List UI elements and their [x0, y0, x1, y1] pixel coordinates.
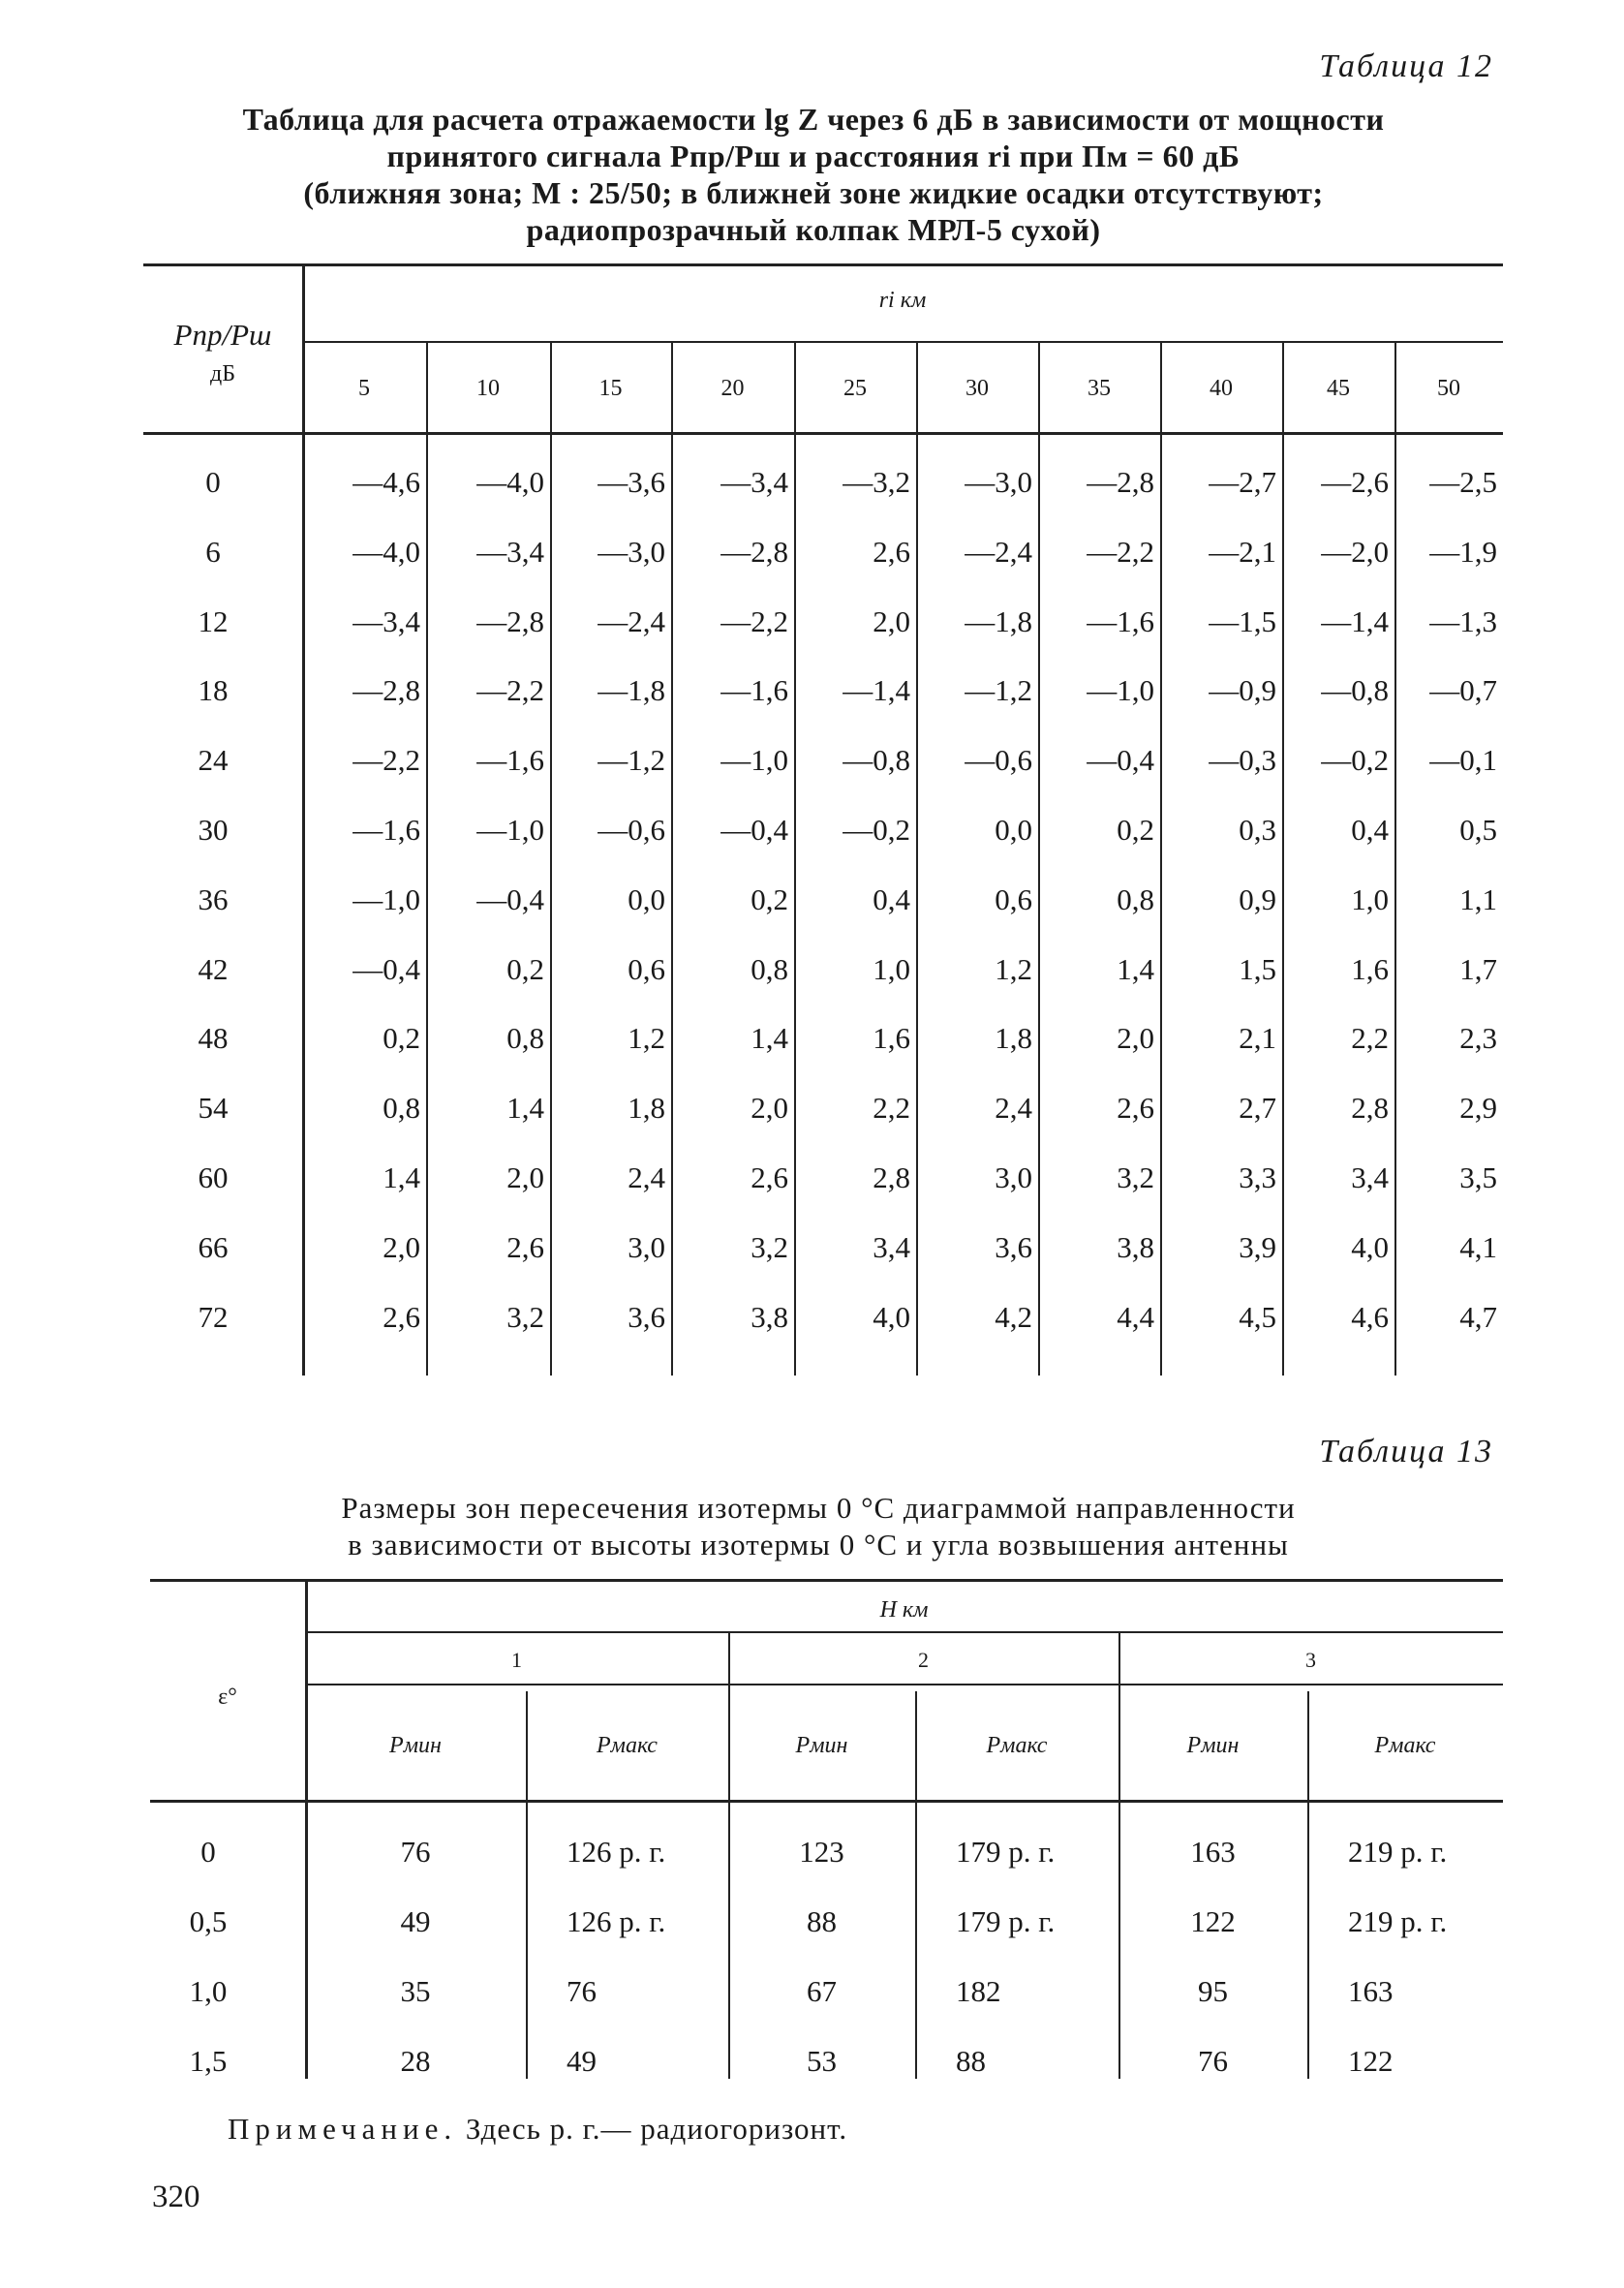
table12-title-line2: принятого сигнала Pпр/Pш и расстояния ri при Пм = 60 дБ — [386, 139, 1241, 173]
table12-cell: —2,2 — [720, 604, 788, 638]
table13-sub-header: Pмакс — [597, 1733, 658, 1758]
table12-cell: —1,6 — [476, 743, 544, 777]
table12-cell: 4,5 — [1239, 1300, 1276, 1334]
table13-height-value: 1 — [511, 1648, 522, 1672]
table12-cell: 4,6 — [1351, 1300, 1389, 1334]
table12-cell: 0,4 — [1351, 813, 1389, 847]
table13-cell: 88 — [807, 1904, 837, 1938]
table13-header-rule — [150, 1800, 1503, 1803]
table12-cell: —1,6 — [352, 813, 420, 847]
table12-cell: —2,2 — [1087, 535, 1154, 569]
table12-cell: 2,6 — [873, 535, 910, 569]
table12-cell: —0,6 — [598, 813, 665, 847]
table12-cell: —1,4 — [843, 673, 910, 707]
table12-cell: —4,0 — [352, 535, 420, 569]
table12-cell: 0,6 — [995, 882, 1032, 916]
table12-row-label: 54 — [198, 1091, 229, 1125]
table13-sub-header: Pмин — [795, 1733, 848, 1758]
table13-cell: 28 — [400, 2044, 431, 2078]
table13-label: Таблица 13 — [1319, 1434, 1493, 1469]
table12-row-label: 60 — [198, 1160, 229, 1194]
table12-cell: 3,8 — [751, 1300, 788, 1334]
table12-cell: 3,4 — [1351, 1160, 1389, 1194]
table12-cell: —2,2 — [476, 673, 544, 707]
table13-row-label: 0 — [200, 1835, 216, 1869]
table12-cell: 0,0 — [628, 882, 665, 916]
table12-cell: 2,0 — [751, 1091, 788, 1125]
table12-cell: 0,8 — [506, 1021, 544, 1055]
table13-cell: 76 — [400, 1835, 431, 1869]
table12-cell: 0,5 — [1459, 813, 1497, 847]
table12-row-label: 30 — [198, 813, 229, 847]
table12-cell: —1,6 — [1087, 604, 1154, 638]
table13-cell: 126 р. г. — [567, 1835, 666, 1869]
table12-row-label: 66 — [198, 1230, 229, 1264]
note-text: Здесь р. г.— радиогоризонт. — [465, 2112, 848, 2146]
table12-cell: —1,0 — [352, 882, 420, 916]
table12-cell: 4,0 — [873, 1300, 910, 1334]
table12-cell: 1,4 — [751, 1021, 788, 1055]
table12-col-header: 15 — [598, 376, 623, 401]
table12-cell: 1,1 — [1459, 882, 1497, 916]
table12-top-rule — [143, 263, 1503, 266]
table12-cell: 0,8 — [1117, 882, 1154, 916]
table12-row-header-unit: дБ — [210, 361, 235, 386]
table12-cell: —2,4 — [965, 535, 1032, 569]
table12-cell: —3,4 — [720, 465, 788, 499]
table12-col-header: 30 — [965, 376, 989, 401]
table13-cell: 122 — [1348, 2044, 1394, 2078]
table12-cell: —3,4 — [352, 604, 420, 638]
table12-title-line3: (ближняя зона; M : 25/50; в ближней зоне жидкие осадки отсутствуют; — [303, 175, 1324, 210]
table13-sub-header: Pмин — [1186, 1733, 1240, 1758]
table12-cell: 1,6 — [873, 1021, 910, 1055]
table12-cell: 4,4 — [1117, 1300, 1154, 1334]
table12-cell: 1,6 — [1351, 952, 1389, 986]
table12-cell: 0,2 — [1117, 813, 1154, 847]
table12-cell: —2,4 — [598, 604, 665, 638]
table13-cell: 95 — [1198, 1974, 1228, 2008]
table12-cell: —2,6 — [1321, 465, 1389, 499]
table12-cell: —1,0 — [720, 743, 788, 777]
table13-cell: 67 — [807, 1974, 837, 2008]
table13-cell: 53 — [807, 2044, 837, 2078]
table12-col-header: 40 — [1210, 376, 1233, 401]
table12-cell: —2,1 — [1209, 535, 1276, 569]
table12-cell: 0,6 — [628, 952, 665, 986]
table12-cell: 3,6 — [995, 1230, 1032, 1264]
table12-cell: —2,8 — [352, 673, 420, 707]
table13-cell: 163 — [1190, 1835, 1236, 1869]
table12-cell: 2,0 — [383, 1230, 420, 1264]
table13-cell: 122 — [1190, 1904, 1236, 1938]
table12-row-label: 24 — [198, 743, 229, 777]
table12-cell: —0,1 — [1429, 743, 1497, 777]
table13-cell: 49 — [400, 1904, 431, 1938]
table12-cell: 2,8 — [1351, 1091, 1389, 1125]
table12-cell: —2,2 — [352, 743, 420, 777]
table13-subheader-rule — [305, 1684, 1503, 1685]
table12-cell: 1,4 — [383, 1160, 420, 1194]
table12-cell: 2,2 — [873, 1091, 910, 1125]
table12-row-header — [143, 318, 302, 353]
table12-cell: —1,8 — [965, 604, 1032, 638]
table13-row-label: 1,5 — [189, 2044, 228, 2078]
table12-cell: 1,4 — [506, 1091, 544, 1125]
table13-cell: 179 р. г. — [956, 1835, 1056, 1869]
table12-cell: —3,4 — [476, 535, 544, 569]
table13-row-header: ε° — [218, 1685, 237, 1710]
table12-cell: 3,4 — [873, 1230, 910, 1264]
table13-cell: 49 — [567, 2044, 597, 2078]
table12-col-header: 10 — [476, 376, 500, 401]
table12-cell: —1,9 — [1429, 535, 1497, 569]
table12-cell: —0,2 — [843, 813, 910, 847]
row-header-label: Pпр/Pш — [173, 318, 272, 352]
table12-cell: —0,8 — [843, 743, 910, 777]
table12-cell: —0,9 — [1209, 673, 1276, 707]
table12-cell: 1,5 — [1239, 952, 1276, 986]
table12-cell: —4,0 — [476, 465, 544, 499]
page-number: 320 — [152, 2180, 200, 2214]
table13-height-value: 2 — [918, 1648, 929, 1672]
table12-cell: 0,8 — [751, 952, 788, 986]
table13-height-header: H км — [879, 1597, 929, 1623]
table12-col-header: 5 — [358, 376, 370, 401]
table13-title-line1: Размеры зон пересечения изотермы 0 °С диаграммой направленности — [341, 1491, 1296, 1525]
table13-cell: 219 р. г. — [1348, 1835, 1448, 1869]
table13-cell: 182 — [956, 1974, 1001, 2008]
table12-cell: 2,6 — [506, 1230, 544, 1264]
table13-note — [228, 2112, 847, 2147]
table13-cell: 76 — [1198, 2044, 1228, 2078]
table12-cell: —1,6 — [720, 673, 788, 707]
table12-cell: —2,8 — [476, 604, 544, 638]
table12-cell: 0,9 — [1239, 882, 1276, 916]
table12-cell: —2,8 — [1087, 465, 1154, 499]
table13-row-label: 0,5 — [189, 1904, 228, 1938]
table12-cell: —0,8 — [1321, 673, 1389, 707]
table12-cell: 0,2 — [751, 882, 788, 916]
table12-cell: 1,0 — [873, 952, 910, 986]
table12-cell: 1,2 — [995, 952, 1032, 986]
table13-title-line2: в зависимости от высоты изотермы 0 °С и угла возвышения антенны — [348, 1528, 1289, 1561]
table12-cell: 4,2 — [995, 1300, 1032, 1334]
table12-cell: 3,2 — [1117, 1160, 1154, 1194]
table12-row-label: 48 — [198, 1021, 229, 1055]
table12-cell: 2,1 — [1239, 1021, 1276, 1055]
table12-cell: 4,7 — [1459, 1300, 1497, 1334]
table12-cell: 2,4 — [628, 1160, 665, 1194]
table12-cell: —1,4 — [1321, 604, 1389, 638]
table12-cell: 3,0 — [995, 1160, 1032, 1194]
table12-cell: 3,0 — [628, 1230, 665, 1264]
table12-col-header: 45 — [1327, 376, 1350, 401]
table12-cell: 0,3 — [1239, 813, 1276, 847]
table12-cell: —0,4 — [352, 952, 420, 986]
table12-cell: 0,0 — [995, 813, 1032, 847]
table12-cell: —1,5 — [1209, 604, 1276, 638]
table12-col-header: 20 — [720, 376, 745, 401]
table13-cell: 88 — [956, 2044, 986, 2078]
table12-cell: 3,3 — [1239, 1160, 1276, 1194]
table12-col-header: 50 — [1437, 376, 1460, 401]
table12-cell: 1,4 — [1117, 952, 1154, 986]
table13-cell: 163 — [1348, 1974, 1394, 2008]
table12-row-label: 72 — [198, 1300, 229, 1334]
table12-cell: 2,0 — [506, 1160, 544, 1194]
table12-cell: 2,6 — [751, 1160, 788, 1194]
table12-row-label: 36 — [198, 882, 229, 916]
table13-sub-header: Pмакс — [1374, 1733, 1436, 1758]
table12-cell: 1,8 — [995, 1021, 1032, 1055]
table12-cell: —0,2 — [1321, 743, 1389, 777]
table12-col-header: 35 — [1088, 376, 1111, 401]
table12-cell: 3,8 — [1117, 1230, 1154, 1264]
table12-cell: 2,4 — [995, 1091, 1032, 1125]
table13-height-value: 3 — [1305, 1648, 1316, 1672]
table12-cell: —0,4 — [1087, 743, 1154, 777]
table12-cell: —3,6 — [598, 465, 665, 499]
table12-cell: 3,6 — [628, 1300, 665, 1334]
table13-cell: 219 р. г. — [1348, 1904, 1448, 1938]
table12-header-rule — [143, 432, 1503, 435]
table12-title-line4: радиопрозрачный колпак МРЛ-5 сухой) — [526, 212, 1101, 247]
table13-cell: 76 — [567, 1974, 597, 2008]
table13-group-rule — [305, 1631, 1503, 1633]
table12-row-label: 6 — [205, 535, 221, 569]
table12-subheader-rule — [302, 341, 1503, 343]
table12-cell: 1,8 — [628, 1091, 665, 1125]
table12-cell: 2,7 — [1239, 1091, 1276, 1125]
table12-cell: 2,6 — [1117, 1091, 1154, 1125]
table13-sub-header: Pмакс — [986, 1733, 1048, 1758]
table12-cell: 1,2 — [628, 1021, 665, 1055]
note-prefix: Примечание. — [228, 2112, 458, 2146]
table12-cell: 2,2 — [1351, 1021, 1389, 1055]
table12-cell: —3,2 — [843, 465, 910, 499]
table12-title-line1: Таблица для расчета отражаемости lg Z через 6 дБ в зависимости от мощности — [242, 102, 1385, 137]
table12-cell: 0,4 — [873, 882, 910, 916]
table12-cell: 0,8 — [383, 1091, 420, 1125]
table12-cell: 0,2 — [383, 1021, 420, 1055]
table12-cell: —3,0 — [965, 465, 1032, 499]
table12-cell: 2,9 — [1459, 1091, 1497, 1125]
table12-cell: 4,0 — [1351, 1230, 1389, 1264]
table12-cell: —0,4 — [476, 882, 544, 916]
table12-cell: —2,5 — [1429, 465, 1497, 499]
table13-sub-header: Pмин — [389, 1733, 442, 1758]
table12-cell: 2,0 — [873, 604, 910, 638]
table13-cell: 126 р. г. — [567, 1904, 666, 1938]
table12-cell: 3,2 — [751, 1230, 788, 1264]
table12-row-label: 0 — [205, 465, 221, 499]
table12-cell: —0,3 — [1209, 743, 1276, 777]
table12-distance-header: ri км — [878, 288, 927, 313]
table12-cell: —4,6 — [352, 465, 420, 499]
table12-cell: 1,7 — [1459, 952, 1497, 986]
table12-cell: —2,7 — [1209, 465, 1276, 499]
table12-cell: —0,6 — [965, 743, 1032, 777]
table12-cell: 3,9 — [1239, 1230, 1276, 1264]
table12-row-label: 42 — [198, 952, 229, 986]
table12-row-label: 18 — [198, 673, 229, 707]
table12-cell: —1,2 — [965, 673, 1032, 707]
table12-cell: 2,3 — [1459, 1021, 1497, 1055]
table12-cell: —1,0 — [1087, 673, 1154, 707]
table12-cell: —1,8 — [598, 673, 665, 707]
table12-cell: 3,2 — [506, 1300, 544, 1334]
table13-cell: 35 — [400, 1974, 431, 2008]
table12-cell: —2,0 — [1321, 535, 1389, 569]
table13-cell: 179 р. г. — [956, 1904, 1056, 1938]
table12-cell: —1,2 — [598, 743, 665, 777]
table12-col-header: 25 — [843, 376, 867, 401]
table12-cell: 2,6 — [383, 1300, 420, 1334]
table12-label: Таблица 12 — [1319, 48, 1493, 84]
table12-cell: —1,3 — [1429, 604, 1497, 638]
table13-row-label: 1,0 — [189, 1974, 228, 2008]
table12-cell: 2,0 — [1117, 1021, 1154, 1055]
table12-cell: 3,5 — [1459, 1160, 1497, 1194]
table12-row-label: 12 — [198, 604, 229, 638]
table13-cell: 123 — [799, 1835, 844, 1869]
table12-cell: —0,4 — [720, 813, 788, 847]
table12-cell: 1,0 — [1351, 882, 1389, 916]
table12-cell: —3,0 — [598, 535, 665, 569]
table12-cell: 4,1 — [1459, 1230, 1497, 1264]
table12-cell: —1,0 — [476, 813, 544, 847]
table13-top-rule — [150, 1579, 1503, 1582]
table12-cell: 0,2 — [506, 952, 544, 986]
table12-cell: 2,8 — [873, 1160, 910, 1194]
table12-cell: —0,7 — [1429, 673, 1497, 707]
table12-cell: —2,8 — [720, 535, 788, 569]
